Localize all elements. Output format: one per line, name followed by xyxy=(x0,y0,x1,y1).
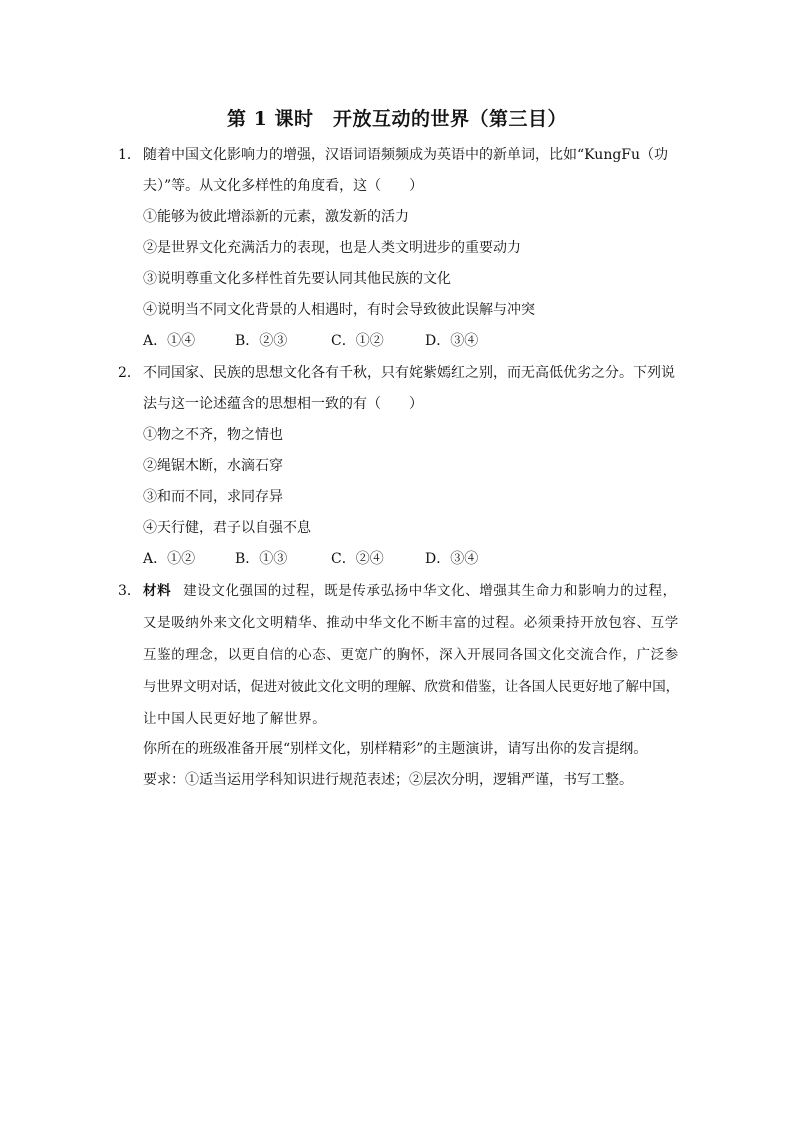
q3-material-line4: 与世界文明对话，促进对彼此文化文明的理解、欣赏和借鉴，让各国人民更好地了解中国， xyxy=(143,679,679,695)
q1-stem-line1: 随着中国文化影响力的增强，汉语词语频频成为英语中的新单词，比如“KungFu（功 xyxy=(143,147,669,163)
q3-task: 你所在的班级准备开展“别样文化，别样精彩”的主题演讲，请写出你的发言提纲。 xyxy=(143,741,648,757)
q1-choices xyxy=(143,332,478,350)
q3-material-line5: 让中国人民更好地了解世界。 xyxy=(143,711,327,727)
q2-option-1: ①物之不齐，物之情也 xyxy=(143,427,283,443)
q1-option-4: ④说明当不同文化背景的人相遇时，有时会导致彼此误解与冲突 xyxy=(143,302,535,318)
q2-number: 2． xyxy=(118,365,141,381)
q1-option-2: ②是世界文化充满活力的表现，也是人类文明进步的重要动力 xyxy=(143,240,521,256)
page-title: 第 1 课时 开放互动的世界（第三目） xyxy=(227,108,567,130)
q3-material-label: 材料 xyxy=(143,583,172,599)
q1-choice-b: B．②③ xyxy=(235,333,288,349)
q2-option-2: ②绳锯木断，水滴石穿 xyxy=(143,458,283,474)
q2-option-4: ④天行健，君子以自强不息 xyxy=(143,520,311,536)
q2-choice-c: C．②④ xyxy=(331,551,384,567)
q3-material-line1 xyxy=(143,582,677,600)
q1-option-3: ③说明尊重文化多样性首先要认同其他民族的文化 xyxy=(143,271,451,287)
q1-option-1: ①能够为彼此增添新的元素，激发新的活力 xyxy=(143,209,409,225)
q2-choice-a: A．①② xyxy=(143,551,196,567)
q2-choice-b: B．①③ xyxy=(235,551,288,567)
q2-option-3: ③和而不同，求同存异 xyxy=(143,489,283,505)
q2-stem-line1: 不同国家、民族的思想文化各有千秋，只有姹紫嫣红之别，而无高低优劣之分。下列说 xyxy=(143,365,675,381)
q1-choice-a: A．①④ xyxy=(143,333,196,349)
q1-number: 1． xyxy=(118,147,141,163)
q2-stem-line2: 法与这一论述蕴含的思想相一致的有（ ） xyxy=(143,396,423,412)
q3-material-line2: 又是吸纳外来文化文明精华、推动中华文化不断丰富的过程。必须秉持开放包容、互学 xyxy=(143,615,679,631)
q1-stem-line2: 夫）”等。从文化多样性的角度看，这（ ） xyxy=(143,178,424,194)
q2-choices xyxy=(143,550,478,568)
q3-material-line3: 互鉴的理念，以更自信的心态、更宽广的胸怀，深入开展同各国文化交流合作，广泛参 xyxy=(143,647,679,663)
q3-number: 3． xyxy=(118,583,141,599)
q1-choice-d: D．③④ xyxy=(425,333,479,349)
q1-choice-c: C．①② xyxy=(331,333,384,349)
q3-material-text-1: 建设文化强国的过程，既是传承弘扬中华文化、增强其生命力和影响力的过程， xyxy=(183,583,677,599)
q2-choice-d: D．③④ xyxy=(425,551,479,567)
q3-requirement: 要求：①适当运用学科知识进行规范表述；②层次分明，逻辑严谨，书写工整。 xyxy=(143,772,633,788)
